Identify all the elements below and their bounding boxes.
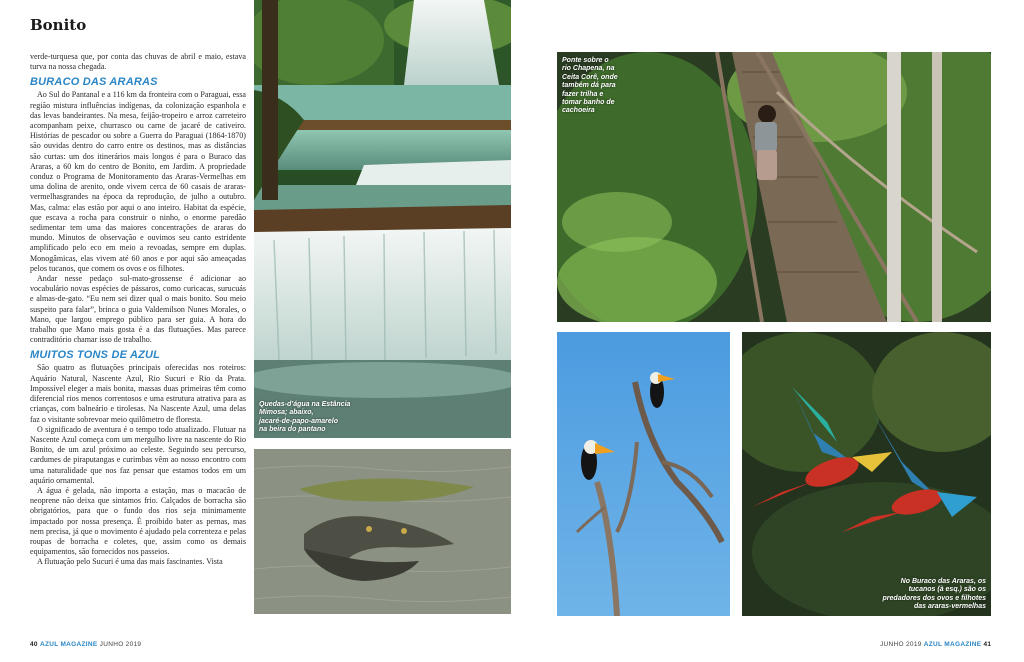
caption-line: No Buraco das Araras, os: [900, 578, 986, 585]
waterfall-caption: [259, 401, 379, 435]
brand-right: AZUL MAGAZINE: [923, 641, 982, 648]
subhead-muitos-tons-de-azul: MUITOS TONS DE AZUL: [30, 349, 161, 362]
caption-line: Ponte sobre o: [562, 57, 609, 64]
page-number-left: 40: [30, 641, 38, 648]
caption-line: na beira do pantano: [259, 426, 326, 434]
caption-line: cachoeira: [562, 107, 595, 115]
brand-left: AZUL MAGAZINE: [39, 641, 98, 648]
page-number-right: 41: [983, 641, 992, 648]
date-left: JUNHO 2019: [99, 641, 142, 648]
caption-line: tucanos (à esq.) são os: [908, 586, 986, 594]
macaws-photo: [742, 332, 991, 616]
caption-line: jacaré-de-papo-amarelo: [259, 417, 338, 425]
date-right: JUNHO 2019: [880, 641, 922, 648]
paragraph-2: Andar nesse pedaço sul-mato-grossense é adicionar ao vocabulário novas espécies de pássaros, como curicacas, surucuás e almas-de-gato. “Eu nem sei dizer qual o mais bonito. Sou meio suspeito para falar”, brinca o guia Valdemilson Nunes Morales, o Mano, que largou emprego público para ser guia. A hora do trabalho que Mano mais gosta é a das flutuações. Mas parece contraditório chamar isso de trabalho.: [30, 274, 246, 345]
folio-right: [880, 641, 991, 648]
caption-line: Quedas-d’água na Estância: [259, 401, 351, 408]
caption-line: das araras-vermelhas: [914, 603, 986, 611]
caption-line: tomar banho de: [562, 99, 615, 107]
article-body: [30, 52, 246, 630]
caption-line: também dá para: [562, 82, 616, 90]
toucans-photo: [557, 332, 730, 616]
paragraph-4: O significado de aventura é o tempo todo atualizado. Flutuar na Nascente Azul começa com um mergulho livre na nascente do Rio Bonito, de um azul próximo ao celeste. Seguindo seu percurso, cardumes de piraputangas e curimbas vêm ao nosso encontro com uma naturalidade que nos faz pensar que estamos todos em um aquário ornamental.: [30, 424, 246, 485]
caption-line: Ceita Corê, onde: [562, 73, 618, 81]
caiman-photo: [254, 449, 511, 614]
caption-line: rio Chapena, na: [562, 65, 615, 73]
waterfall-photo: [254, 0, 511, 438]
macaws-caption: [856, 578, 986, 612]
section-label: Bonito: [30, 16, 87, 34]
paragraph-1: Ao Sul do Pantanal e a 116 km da fronteira com o Paraguai, essa região mistura influências indígenas, da colonização espanhola e das levas bandeirantes. Na mesa, feijão-tropeiro e arroz carreteiro acompanham peixe, churrasco ou carne de jacaré de cativeiro. Histórias de pescador ou sobre a Guerra do Paraguai (1864-1870) são ouvidas dentro do carro entre os destinos, mas as distâncias são curtas: um dos itinerários mais longos é para o Buraco das Araras, a 60 km do centro de Bonito, em Jardim. A propriedade conduz o Programa de Monitoramento das Araras-Vermelhas em uma dolina de arenito, onde vivem cerca de 60 casais de araras-vermelhasgrandes na época da reprodução, de julho a outubro. Mas, calma: elas estão por aqui o ano inteiro. Habitat da espécie, que escava a rocha para construir o ninho, o enorme paredão sedimentar tem uma das maiores concentrações de araras do mundo. Minutos de observação e ouvimos seu canto estridente amplificado pelo eco em meio a revoadas, sempre em duplas. Monogâmicas, elas vivem até 60 anos e por aqui são ameaçadas pelos tucanos, que comem os ovos e os filhotes.: [30, 90, 246, 273]
paragraph-3: São quatro as flutuações principais oferecidas nos roteiros: Aquário Natural, Nascente Azul, Rio Sucuri e Rio da Prata. Impossível eleger a mais bonita, massas duas primeiras têm como diferencial rios menos correntosos e uma estrutura atrativa para as crianças, com balneário e tirolesas. Na Nascente Azul, uma delas faz o visitante sobrevoar meio quilômetro de floresta.: [30, 363, 246, 424]
paragraph-6: A flutuação pelo Sucuri é uma das mais fascinantes. Vista: [37, 557, 223, 567]
folio-left: [30, 641, 141, 648]
intro-paragraph: verde-turquesa que, por conta das chuvas de abril e maio, estava turva na nossa chegada.: [30, 52, 246, 72]
paragraph-5: A água é gelada, não importa a estação, mas o macacão de neoprene não deixa que sintamos frio. Calçados de borracha são obrigatórios, para que o fundo dos rios seja minimamente impactado por nossa presença. É proibido bater as pernas, mas nem precisa, já que o movimento é ajudado pela correnteza e pelas roupas de borracha e coletes, que, assim como os demais equipamentos, são fornecidos nos passeios.: [30, 485, 246, 557]
caption-line: predadores dos ovos e filhotes: [882, 594, 986, 602]
caption-line: fazer trilha e: [562, 90, 604, 98]
caption-line: Mimosa; abaixo,: [259, 409, 314, 417]
bridge-caption: [562, 57, 632, 116]
subhead-buraco-das-araras: BURACO DAS ARARAS: [30, 76, 158, 89]
